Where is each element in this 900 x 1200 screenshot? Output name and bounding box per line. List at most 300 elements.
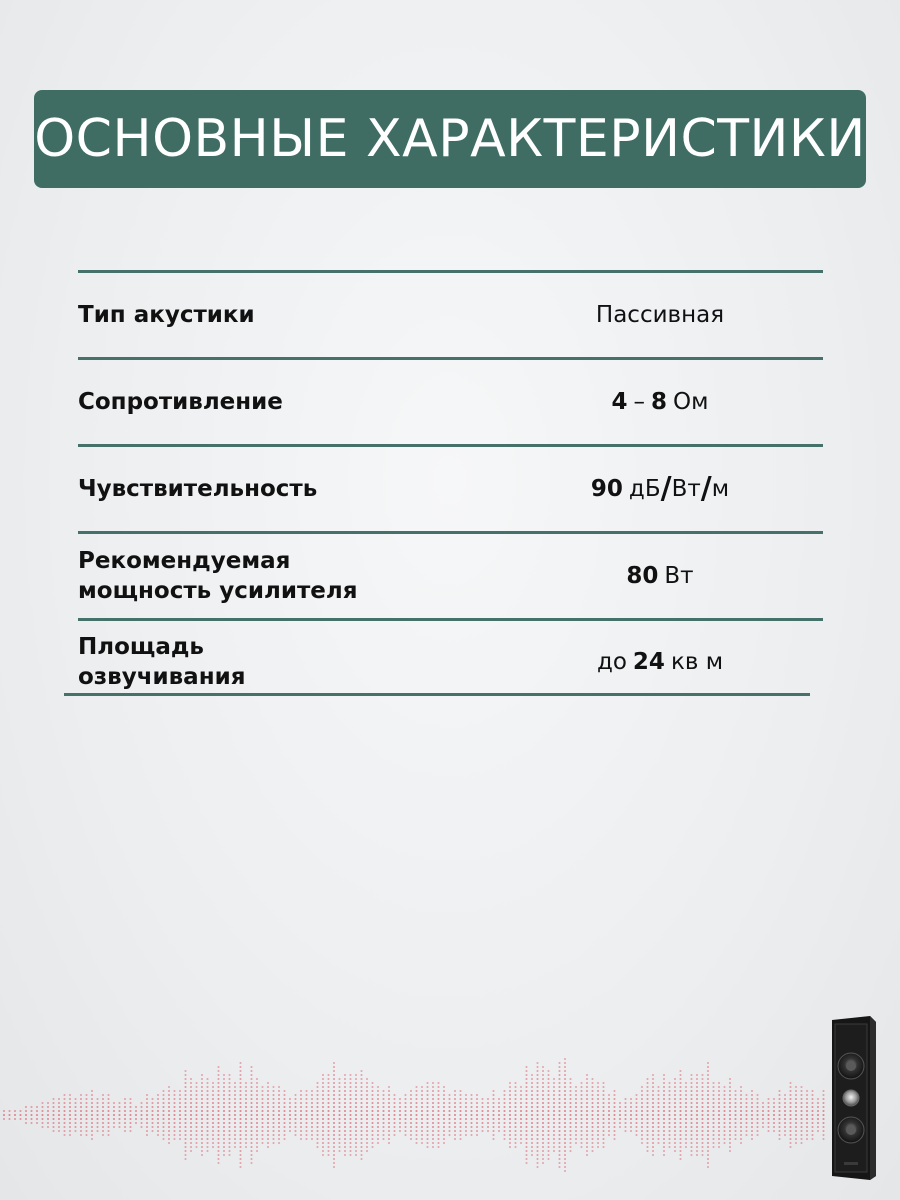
waveform-dot	[355, 1130, 357, 1132]
waveform-dot	[184, 1118, 186, 1120]
waveform-dot	[663, 1110, 665, 1112]
waveform-dot	[201, 1142, 203, 1144]
waveform-dot	[179, 1102, 181, 1104]
waveform-dot	[294, 1102, 296, 1104]
waveform-dot	[531, 1078, 533, 1080]
waveform-dot	[289, 1118, 291, 1120]
waveform-dot	[718, 1122, 720, 1124]
waveform-dot	[223, 1078, 225, 1080]
waveform-dot	[624, 1110, 626, 1112]
waveform-dot	[157, 1118, 159, 1120]
waveform-dot	[52, 1114, 54, 1116]
waveform-dot	[762, 1110, 764, 1112]
waveform-dot	[602, 1102, 604, 1104]
waveform-dot	[454, 1090, 456, 1092]
waveform-dot	[558, 1094, 560, 1096]
waveform-dot	[558, 1062, 560, 1064]
waveform-dot	[162, 1114, 164, 1116]
waveform-dot	[553, 1122, 555, 1124]
waveform-dot	[217, 1066, 219, 1068]
waveform-dot	[184, 1070, 186, 1072]
waveform-dot	[817, 1102, 819, 1104]
waveform-dot	[85, 1110, 87, 1112]
waveform-dot	[707, 1106, 709, 1108]
waveform-dot	[542, 1130, 544, 1132]
waveform-dot	[278, 1126, 280, 1128]
waveform-dot	[696, 1094, 698, 1096]
waveform-dot	[778, 1138, 780, 1140]
waveform-dot	[85, 1130, 87, 1132]
waveform-dot	[432, 1082, 434, 1084]
waveform-dot	[547, 1130, 549, 1132]
waveform-dot	[234, 1086, 236, 1088]
waveform-dot	[201, 1074, 203, 1076]
waveform-dot	[426, 1102, 428, 1104]
waveform-dot	[542, 1074, 544, 1076]
waveform-dot	[135, 1114, 137, 1116]
waveform-dot	[388, 1110, 390, 1112]
waveform-dot	[300, 1138, 302, 1140]
waveform-dot	[190, 1102, 192, 1104]
waveform-dot	[377, 1114, 379, 1116]
waveform-dot	[481, 1118, 483, 1120]
waveform-dot	[707, 1154, 709, 1156]
waveform-dot	[283, 1102, 285, 1104]
waveform-dot	[564, 1066, 566, 1068]
waveform-dot	[525, 1070, 527, 1072]
waveform-dot	[272, 1106, 274, 1108]
waveform-dot	[223, 1086, 225, 1088]
waveform-dot	[305, 1134, 307, 1136]
waveform-dot	[80, 1134, 82, 1136]
waveform-dot	[547, 1090, 549, 1092]
waveform-dot	[366, 1138, 368, 1140]
waveform-dot	[168, 1094, 170, 1096]
waveform-dot	[421, 1122, 423, 1124]
waveform-dot	[371, 1086, 373, 1088]
waveform-dot	[740, 1094, 742, 1096]
waveform-dot	[811, 1138, 813, 1140]
waveform-dot	[701, 1142, 703, 1144]
waveform-dot	[85, 1118, 87, 1120]
waveform-dot	[569, 1134, 571, 1136]
waveform-dot	[657, 1114, 659, 1116]
waveform-dot	[784, 1110, 786, 1112]
waveform-dot	[690, 1086, 692, 1088]
waveform-dot	[646, 1150, 648, 1152]
waveform-dot	[767, 1098, 769, 1100]
waveform-dot	[800, 1102, 802, 1104]
waveform-dot	[179, 1090, 181, 1092]
waveform-dot	[608, 1130, 610, 1132]
waveform-dot	[740, 1122, 742, 1124]
waveform-dot	[564, 1122, 566, 1124]
waveform-dot	[470, 1118, 472, 1120]
waveform-dot	[811, 1094, 813, 1096]
waveform-dot	[778, 1098, 780, 1100]
waveform-dot	[267, 1146, 269, 1148]
waveform-dot	[481, 1102, 483, 1104]
waveform-dot	[228, 1146, 230, 1148]
waveform-dot	[311, 1126, 313, 1128]
waveform-dot	[690, 1114, 692, 1116]
waveform-dot	[531, 1142, 533, 1144]
waveform-dot	[267, 1126, 269, 1128]
waveform-dot	[674, 1118, 676, 1120]
waveform-dot	[690, 1082, 692, 1084]
waveform-dot	[25, 1106, 27, 1108]
waveform-dot	[393, 1134, 395, 1136]
waveform-dot	[377, 1134, 379, 1136]
waveform-dot	[531, 1118, 533, 1120]
waveform-dot	[679, 1130, 681, 1132]
waveform-dot	[591, 1118, 593, 1120]
waveform-dot	[410, 1106, 412, 1108]
waveform-dot	[712, 1098, 714, 1100]
waveform-dot	[520, 1134, 522, 1136]
waveform-dot	[690, 1078, 692, 1080]
waveform-dot	[305, 1102, 307, 1104]
waveform-dot	[553, 1114, 555, 1116]
waveform-dot	[668, 1118, 670, 1120]
waveform-dot	[800, 1138, 802, 1140]
waveform-dot	[157, 1122, 159, 1124]
waveform-dot	[333, 1154, 335, 1156]
waveform-dot	[3, 1114, 5, 1116]
waveform-dot	[767, 1102, 769, 1104]
waveform-dot	[476, 1130, 478, 1132]
waveform-dot	[52, 1098, 54, 1100]
waveform-dot	[789, 1138, 791, 1140]
waveform-dot	[701, 1154, 703, 1156]
waveform-dot	[316, 1126, 318, 1128]
waveform-dot	[707, 1118, 709, 1120]
waveform-dot	[613, 1134, 615, 1136]
waveform-dot	[553, 1102, 555, 1104]
waveform-dot	[377, 1106, 379, 1108]
waveform-dot	[278, 1114, 280, 1116]
waveform-dot	[179, 1106, 181, 1108]
waveform-dot	[118, 1126, 120, 1128]
waveform-dot	[641, 1094, 643, 1096]
waveform-dot	[322, 1118, 324, 1120]
waveform-dot	[707, 1062, 709, 1064]
waveform-dot	[327, 1150, 329, 1152]
waveform-dot	[729, 1126, 731, 1128]
waveform-dot	[311, 1094, 313, 1096]
waveform-dot	[206, 1102, 208, 1104]
waveform-dot	[107, 1094, 109, 1096]
waveform-dot	[118, 1118, 120, 1120]
waveform-dot	[421, 1086, 423, 1088]
waveform-dot	[707, 1126, 709, 1128]
waveform-dot	[740, 1086, 742, 1088]
waveform-dot	[239, 1154, 241, 1156]
waveform-dot	[267, 1106, 269, 1108]
waveform-dot	[168, 1138, 170, 1140]
waveform-dot	[421, 1110, 423, 1112]
waveform-dot	[718, 1094, 720, 1096]
waveform-dot	[729, 1106, 731, 1108]
waveform-dot	[591, 1130, 593, 1132]
waveform-dot	[470, 1102, 472, 1104]
waveform-dot	[338, 1138, 340, 1140]
waveform-dot	[520, 1086, 522, 1088]
waveform-dot	[157, 1130, 159, 1132]
waveform-dot	[272, 1086, 274, 1088]
waveform-dot	[613, 1094, 615, 1096]
waveform-dot	[690, 1130, 692, 1132]
waveform-dot	[701, 1102, 703, 1104]
waveform-dot	[41, 1118, 43, 1120]
waveform-dot	[311, 1110, 313, 1112]
waveform-dot	[41, 1122, 43, 1124]
waveform-dot	[344, 1118, 346, 1120]
waveform-dot	[217, 1150, 219, 1152]
waveform-dot	[734, 1138, 736, 1140]
waveform-dot	[344, 1082, 346, 1084]
waveform-dot	[586, 1122, 588, 1124]
waveform-dot	[228, 1094, 230, 1096]
waveform-dot	[382, 1094, 384, 1096]
waveform-dot	[63, 1114, 65, 1116]
waveform-dot	[322, 1154, 324, 1156]
waveform-dot	[333, 1078, 335, 1080]
waveform-dot	[773, 1130, 775, 1132]
waveform-dot	[162, 1118, 164, 1120]
waveform-dot	[239, 1090, 241, 1092]
waveform-dot	[701, 1110, 703, 1112]
waveform-dot	[151, 1118, 153, 1120]
waveform-dot	[437, 1090, 439, 1092]
waveform-dot	[575, 1094, 577, 1096]
waveform-dot	[795, 1114, 797, 1116]
waveform-dot	[597, 1098, 599, 1100]
waveform-dot	[723, 1094, 725, 1096]
waveform-dot	[85, 1102, 87, 1104]
waveform-dot	[547, 1126, 549, 1128]
waveform-dot	[443, 1110, 445, 1112]
waveform-dot	[542, 1162, 544, 1164]
waveform-dot	[432, 1118, 434, 1120]
waveform-dot	[718, 1118, 720, 1120]
waveform-dot	[58, 1110, 60, 1112]
waveform-dot	[569, 1130, 571, 1132]
waveform-dot	[382, 1126, 384, 1128]
waveform-dot	[707, 1134, 709, 1136]
waveform-dot	[250, 1154, 252, 1156]
waveform-dot	[564, 1134, 566, 1136]
waveform-dot	[602, 1122, 604, 1124]
waveform-dot	[404, 1110, 406, 1112]
waveform-dot	[602, 1130, 604, 1132]
waveform-dot	[322, 1126, 324, 1128]
waveform-dot	[58, 1118, 60, 1120]
waveform-dot	[597, 1090, 599, 1092]
waveform-dot	[652, 1082, 654, 1084]
waveform-dot	[278, 1094, 280, 1096]
waveform-dot	[190, 1090, 192, 1092]
waveform-dot	[547, 1150, 549, 1152]
waveform-dot	[113, 1114, 115, 1116]
waveform-dot	[206, 1098, 208, 1100]
waveform-dot	[107, 1106, 109, 1108]
waveform-dot	[333, 1062, 335, 1064]
waveform-dot	[382, 1138, 384, 1140]
waveform-dot	[113, 1106, 115, 1108]
waveform-dot	[465, 1094, 467, 1096]
waveform-dot	[448, 1134, 450, 1136]
waveform-dot	[355, 1118, 357, 1120]
waveform-dot	[140, 1126, 142, 1128]
waveform-dot	[338, 1146, 340, 1148]
waveform-dot	[322, 1090, 324, 1092]
waveform-dot	[718, 1146, 720, 1148]
waveform-dot	[377, 1130, 379, 1132]
waveform-dot	[124, 1098, 126, 1100]
waveform-dot	[806, 1134, 808, 1136]
waveform-dot	[272, 1098, 274, 1100]
waveform-dot	[102, 1094, 104, 1096]
waveform-dot	[223, 1150, 225, 1152]
waveform-dot	[19, 1110, 21, 1112]
waveform-dot	[250, 1118, 252, 1120]
waveform-dot	[443, 1106, 445, 1108]
waveform-dot	[239, 1094, 241, 1096]
waveform-dot	[371, 1118, 373, 1120]
waveform-dot	[74, 1130, 76, 1132]
waveform-dot	[294, 1118, 296, 1120]
waveform-dot	[157, 1106, 159, 1108]
waveform-dot	[564, 1118, 566, 1120]
waveform-dot	[784, 1114, 786, 1116]
waveform-dot	[696, 1086, 698, 1088]
waveform-dot	[366, 1146, 368, 1148]
waveform-dot	[360, 1122, 362, 1124]
waveform-dot	[454, 1098, 456, 1100]
waveform-dot	[250, 1078, 252, 1080]
waveform-dot	[509, 1122, 511, 1124]
waveform-dot	[569, 1142, 571, 1144]
waveform-dot	[14, 1110, 16, 1112]
waveform-dot	[393, 1106, 395, 1108]
waveform-dot	[283, 1114, 285, 1116]
waveform-dot	[201, 1082, 203, 1084]
waveform-dot	[151, 1110, 153, 1112]
waveform-dot	[366, 1134, 368, 1136]
waveform-dot	[245, 1130, 247, 1132]
waveform-dot	[509, 1126, 511, 1128]
waveform-dot	[613, 1110, 615, 1112]
waveform-dot	[756, 1094, 758, 1096]
waveform-dot	[641, 1110, 643, 1112]
waveform-dot	[135, 1122, 137, 1124]
waveform-dot	[806, 1122, 808, 1124]
waveform-dot	[586, 1110, 588, 1112]
waveform-dot	[690, 1094, 692, 1096]
waveform-dot	[547, 1106, 549, 1108]
waveform-dot	[371, 1122, 373, 1124]
waveform-dot	[300, 1122, 302, 1124]
waveform-dot	[91, 1098, 93, 1100]
waveform-dot	[173, 1138, 175, 1140]
waveform-dot	[201, 1110, 203, 1112]
waveform-dot	[382, 1130, 384, 1132]
waveform-dot	[146, 1130, 148, 1132]
waveform-dot	[542, 1078, 544, 1080]
waveform-dot	[635, 1110, 637, 1112]
waveform-dot	[646, 1134, 648, 1136]
waveform-dot	[718, 1110, 720, 1112]
waveform-dot	[531, 1102, 533, 1104]
waveform-dot	[245, 1086, 247, 1088]
waveform-dot	[547, 1070, 549, 1072]
waveform-dot	[338, 1086, 340, 1088]
waveform-dot	[597, 1138, 599, 1140]
waveform-dot	[47, 1102, 49, 1104]
waveform-dot	[602, 1114, 604, 1116]
waveform-dot	[300, 1118, 302, 1120]
waveform-dot	[415, 1126, 417, 1128]
waveform-dot	[646, 1126, 648, 1128]
waveform-dot	[454, 1114, 456, 1116]
waveform-dot	[443, 1098, 445, 1100]
waveform-dot	[580, 1126, 582, 1128]
waveform-dot	[272, 1090, 274, 1092]
waveform-dot	[465, 1106, 467, 1108]
waveform-dot	[591, 1150, 593, 1152]
waveform-dot	[492, 1094, 494, 1096]
waveform-dot	[245, 1138, 247, 1140]
waveform-dot	[668, 1082, 670, 1084]
waveform-dot	[426, 1122, 428, 1124]
waveform-dot	[267, 1130, 269, 1132]
waveform-dot	[333, 1106, 335, 1108]
waveform-dot	[542, 1126, 544, 1128]
waveform-dot	[184, 1122, 186, 1124]
waveform-dot	[322, 1078, 324, 1080]
waveform-dot	[377, 1098, 379, 1100]
waveform-dot	[278, 1106, 280, 1108]
waveform-dot	[729, 1114, 731, 1116]
waveform-dot	[278, 1102, 280, 1104]
waveform-dot	[437, 1138, 439, 1140]
waveform-dot	[272, 1110, 274, 1112]
waveform-dot	[415, 1118, 417, 1120]
waveform-dot	[124, 1122, 126, 1124]
waveform-dot	[338, 1134, 340, 1136]
waveform-dot	[674, 1102, 676, 1104]
waveform-dot	[377, 1094, 379, 1096]
waveform-dot	[608, 1094, 610, 1096]
waveform-dot	[371, 1114, 373, 1116]
waveform-dot	[206, 1090, 208, 1092]
waveform-dot	[91, 1138, 93, 1140]
waveform-dot	[525, 1162, 527, 1164]
waveform-dot	[685, 1138, 687, 1140]
waveform-dot	[377, 1090, 379, 1092]
waveform-dot	[338, 1118, 340, 1120]
waveform-dot	[322, 1130, 324, 1132]
waveform-dot	[278, 1086, 280, 1088]
waveform-dot	[789, 1094, 791, 1096]
waveform-dot	[69, 1118, 71, 1120]
waveform-dot	[124, 1102, 126, 1104]
waveform-dot	[355, 1154, 357, 1156]
waveform-dot	[195, 1142, 197, 1144]
waveform-dot	[586, 1102, 588, 1104]
waveform-dot	[536, 1166, 538, 1168]
